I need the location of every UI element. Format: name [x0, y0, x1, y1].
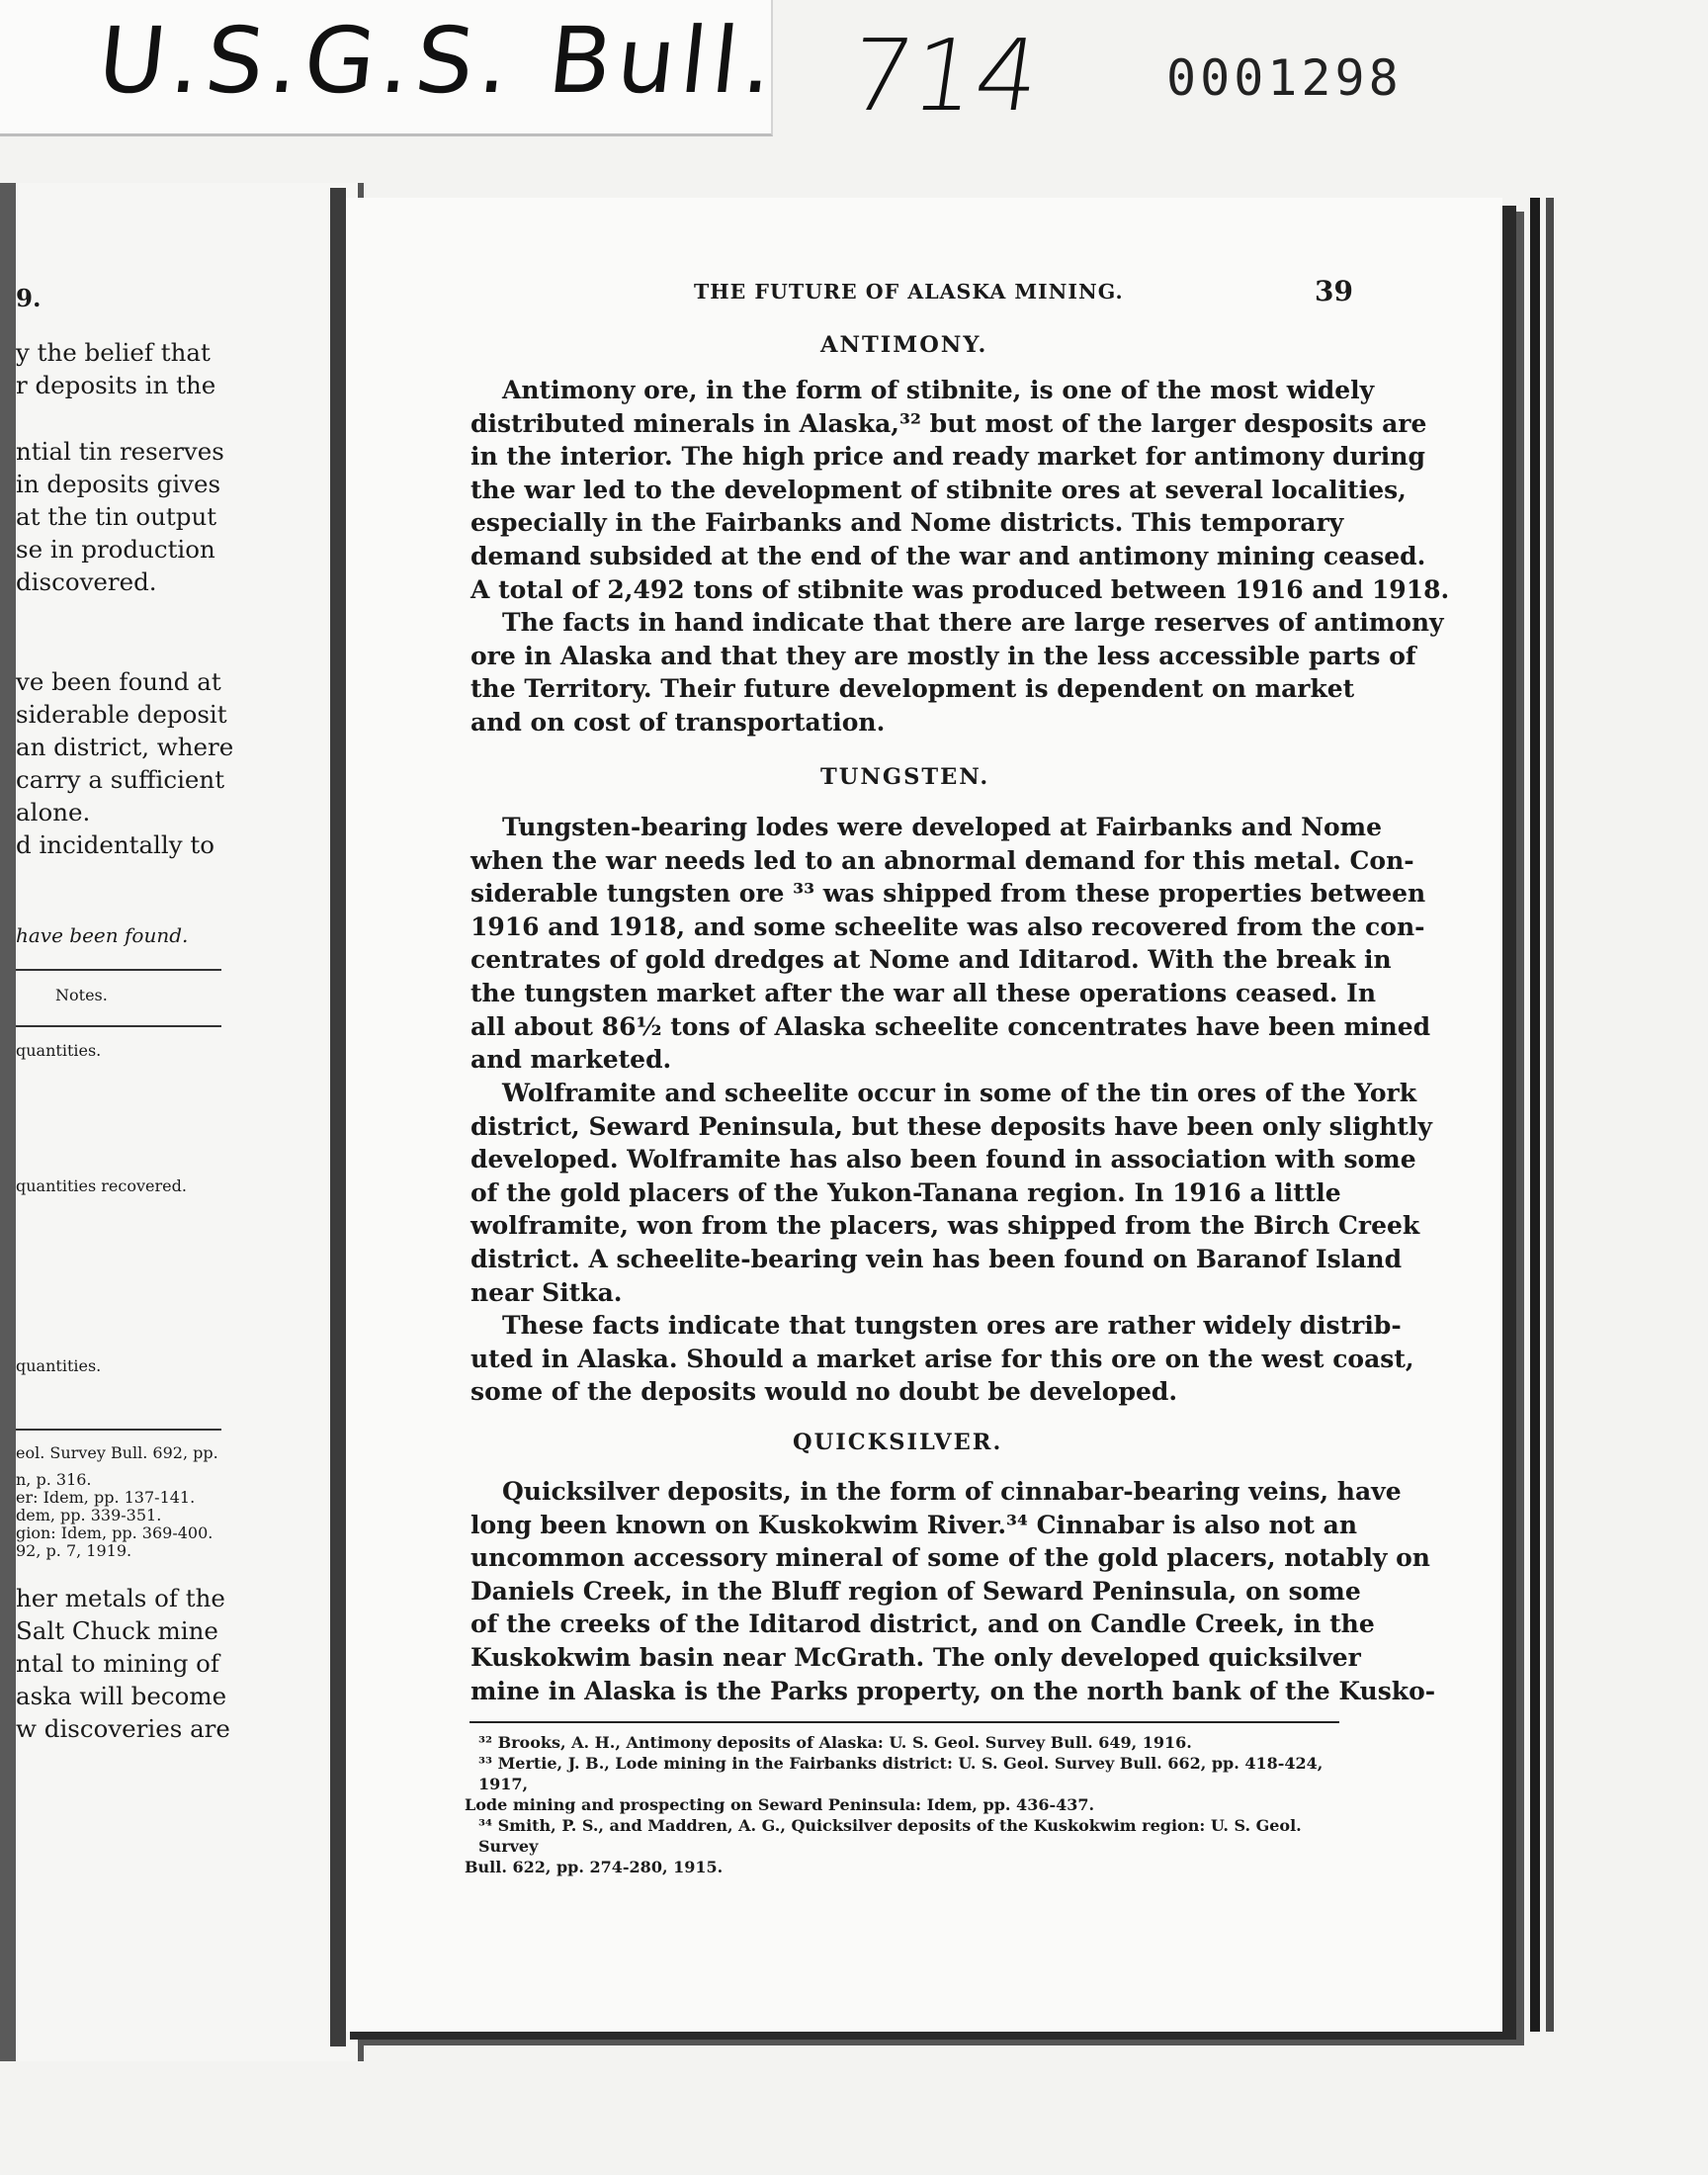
left-line: at the tin output [16, 502, 217, 531]
stamp-number: 0001298 [1166, 49, 1403, 107]
text-line: distributed minerals in Alaska,³² but most of the larger desposits are [470, 408, 1427, 438]
left-footnote: n, p. 316. [16, 1470, 92, 1489]
section-heading-antimony: ANTIMONY. [820, 332, 988, 358]
left-line: her metals of the [16, 1584, 225, 1612]
text-line: siderable tungsten ore ³³ was shipped from these properties between [470, 879, 1426, 909]
book-edge [1546, 198, 1554, 2032]
text-line: uncommon accessory mineral of some of the gold placers, notably on [470, 1543, 1430, 1573]
footnote-rule [16, 1429, 221, 1431]
footnote-rule [470, 1721, 1339, 1723]
text-line: the tungsten market after the war all these operations ceased. In [470, 978, 1377, 1007]
footnote-33-continued: Lode mining and prospecting on Seward Peninsula: Idem, pp. 436-437. [465, 1795, 1095, 1814]
table-rule [16, 1025, 221, 1027]
text-line: near Sitka. [470, 1277, 623, 1307]
text-line: the Territory. Their future development is dependent on market [470, 674, 1355, 704]
text-line: of the gold placers of the Yukon-Tanana region. In 1916 a little [470, 1177, 1341, 1207]
text-line: district, Seward Peninsula, but these deposits have been only slightly [470, 1111, 1432, 1141]
left-line: se in production [16, 535, 215, 564]
left-footnote: eol. Survey Bull. 692, pp. [16, 1443, 218, 1462]
table-note: quantities. [16, 1041, 102, 1060]
text-line: of the creeks of the Iditarod district, and on Candle Creek, in the [470, 1610, 1375, 1639]
tungsten-paragraph-1 [470, 811, 1431, 1077]
footnotes [465, 1732, 1339, 1877]
left-line: carry a sufficient [16, 765, 225, 794]
antimony-paragraph-1 [470, 374, 1450, 606]
left-line: ntial tin reserves [16, 437, 224, 466]
left-line: y the belief that [16, 338, 211, 367]
text-line: The facts in hand indicate that there are large reserves of antimony [502, 608, 1444, 637]
left-footnote: 92, p. 7, 1919. [16, 1541, 132, 1560]
left-line: alone. [16, 798, 91, 826]
text-line: when the war needs led to an abnormal demand for this metal. Con- [470, 845, 1414, 875]
left-line: in deposits gives [16, 470, 221, 498]
left-page [0, 183, 364, 2061]
text-line: and on cost of transportation. [470, 707, 886, 737]
book-edge [1530, 198, 1540, 2032]
text-line: demand subsided at the end of the war and antimony mining ceased. [470, 541, 1426, 570]
left-line: discovered. [16, 567, 157, 596]
text-line: in the interior. The high price and ready market for antimony during [470, 442, 1425, 472]
left-line: r deposits in the [16, 371, 216, 399]
tungsten-paragraph-2 [470, 1077, 1432, 1309]
quicksilver-paragraph-1 [470, 1475, 1436, 1707]
text-line: A total of 2,492 tons of stibnite was produced between 1916 and 1918. [470, 574, 1450, 604]
text-line: uted in Alaska. Should a market arise for this ore on the west coast, [470, 1344, 1414, 1373]
text-line: Daniels Creek, in the Bluff region of Seward Peninsula, on some [470, 1576, 1361, 1606]
left-page-spine [0, 183, 16, 2061]
tungsten-paragraph-3 [470, 1309, 1414, 1409]
text-line: developed. Wolframite has also been found in association with some [470, 1145, 1416, 1174]
left-footnote: er: Idem, pp. 137-141. [16, 1488, 196, 1507]
notes-header: Notes. [55, 986, 108, 1004]
text-line: Kuskokwim basin near McGrath. The only developed quicksilver [470, 1642, 1361, 1672]
footnote-32: ³² Brooks, A. H., Antimony deposits of Alaska: U. S. Geol. Survey Bull. 649, 1916. [478, 1733, 1192, 1752]
text-line: some of the deposits would no doubt be developed. [470, 1377, 1178, 1407]
text-line: Quicksilver deposits, in the form of cinnabar-bearing veins, have [502, 1477, 1402, 1506]
section-heading-tungsten: TUNGSTEN. [820, 764, 990, 790]
left-line: an district, where [16, 733, 234, 761]
footnote-34-continued: Bull. 622, pp. 274-280, 1915. [465, 1858, 724, 1876]
left-page-number-fragment: 9. [16, 284, 42, 312]
text-line: and marketed. [470, 1045, 672, 1075]
footnote-33: ³³ Mertie, J. B., Lode mining in the Fairbanks district: U. S. Geol. Survey Bull. 662, pp. 418-424, 1917, [478, 1754, 1324, 1793]
left-line: w discoveries are [16, 1714, 230, 1743]
text-line: all about 86½ tons of Alaska scheelite concentrates have been mined [470, 1011, 1431, 1041]
footnote-34: ³⁴ Smith, P. S., and Maddren, A. G., Quicksilver deposits of the Kuskokwim region: U. S. Geol. Survey [478, 1816, 1302, 1856]
table-note: quantities. [16, 1356, 102, 1375]
text-line: district. A scheelite-bearing vein has been found on Baranof Island [470, 1244, 1403, 1273]
left-line: d incidentally to [16, 830, 214, 859]
right-page [336, 198, 1502, 2032]
right-page-spine [330, 188, 346, 2046]
left-line: aska will become [16, 1682, 227, 1710]
table-rule [16, 969, 221, 971]
handwritten-title: U.S.G.S. Bull. [93, 8, 785, 114]
text-line: ore in Alaska and that they are mostly in the less accessible parts of [470, 641, 1416, 670]
table-note: quantities recovered. [16, 1176, 187, 1195]
section-heading-quicksilver: QUICKSILVER. [793, 1430, 1003, 1455]
left-line: ntal to mining of [16, 1649, 219, 1678]
text-line: the war led to the development of stibnite ores at several localities, [470, 475, 1407, 504]
text-line: mine in Alaska is the Parks property, on the north bank of the Kusko- [470, 1676, 1436, 1705]
left-footnote: dem, pp. 339-351. [16, 1506, 162, 1524]
page-number: 39 [1315, 275, 1353, 307]
handwritten-bulletin-number: 714 [841, 18, 1048, 133]
left-line: siderable deposit [16, 700, 227, 729]
text-line: 1916 and 1918, and some scheelite was also recovered from the con- [470, 912, 1425, 941]
text-line: Tungsten-bearing lodes were developed at Fairbanks and Nome [502, 813, 1383, 841]
left-footnote: gion: Idem, pp. 369-400. [16, 1523, 214, 1542]
text-line: long been known on Kuskokwim River.³⁴ Cinnabar is also not an [470, 1510, 1358, 1539]
left-line: Salt Chuck mine [16, 1616, 218, 1645]
text-line: especially in the Fairbanks and Nome districts. This temporary [470, 508, 1344, 538]
text-line: Wolframite and scheelite occur in some of the tin ores of the York [502, 1079, 1417, 1107]
text-line: centrates of gold dredges at Nome and Iditarod. With the break in [470, 945, 1392, 975]
running-head: THE FUTURE OF ALASKA MINING. [694, 280, 1124, 304]
left-italic-note: have been found. [16, 923, 189, 947]
left-line: ve been found at [16, 667, 221, 696]
text-line: wolframite, won from the placers, was shipped from the Birch Creek [470, 1211, 1420, 1241]
antimony-paragraph-2 [470, 606, 1444, 739]
text-line: These facts indicate that tungsten ores are rather widely distrib- [502, 1311, 1402, 1340]
text-line: Antimony ore, in the form of stibnite, is one of the most widely [502, 376, 1375, 404]
